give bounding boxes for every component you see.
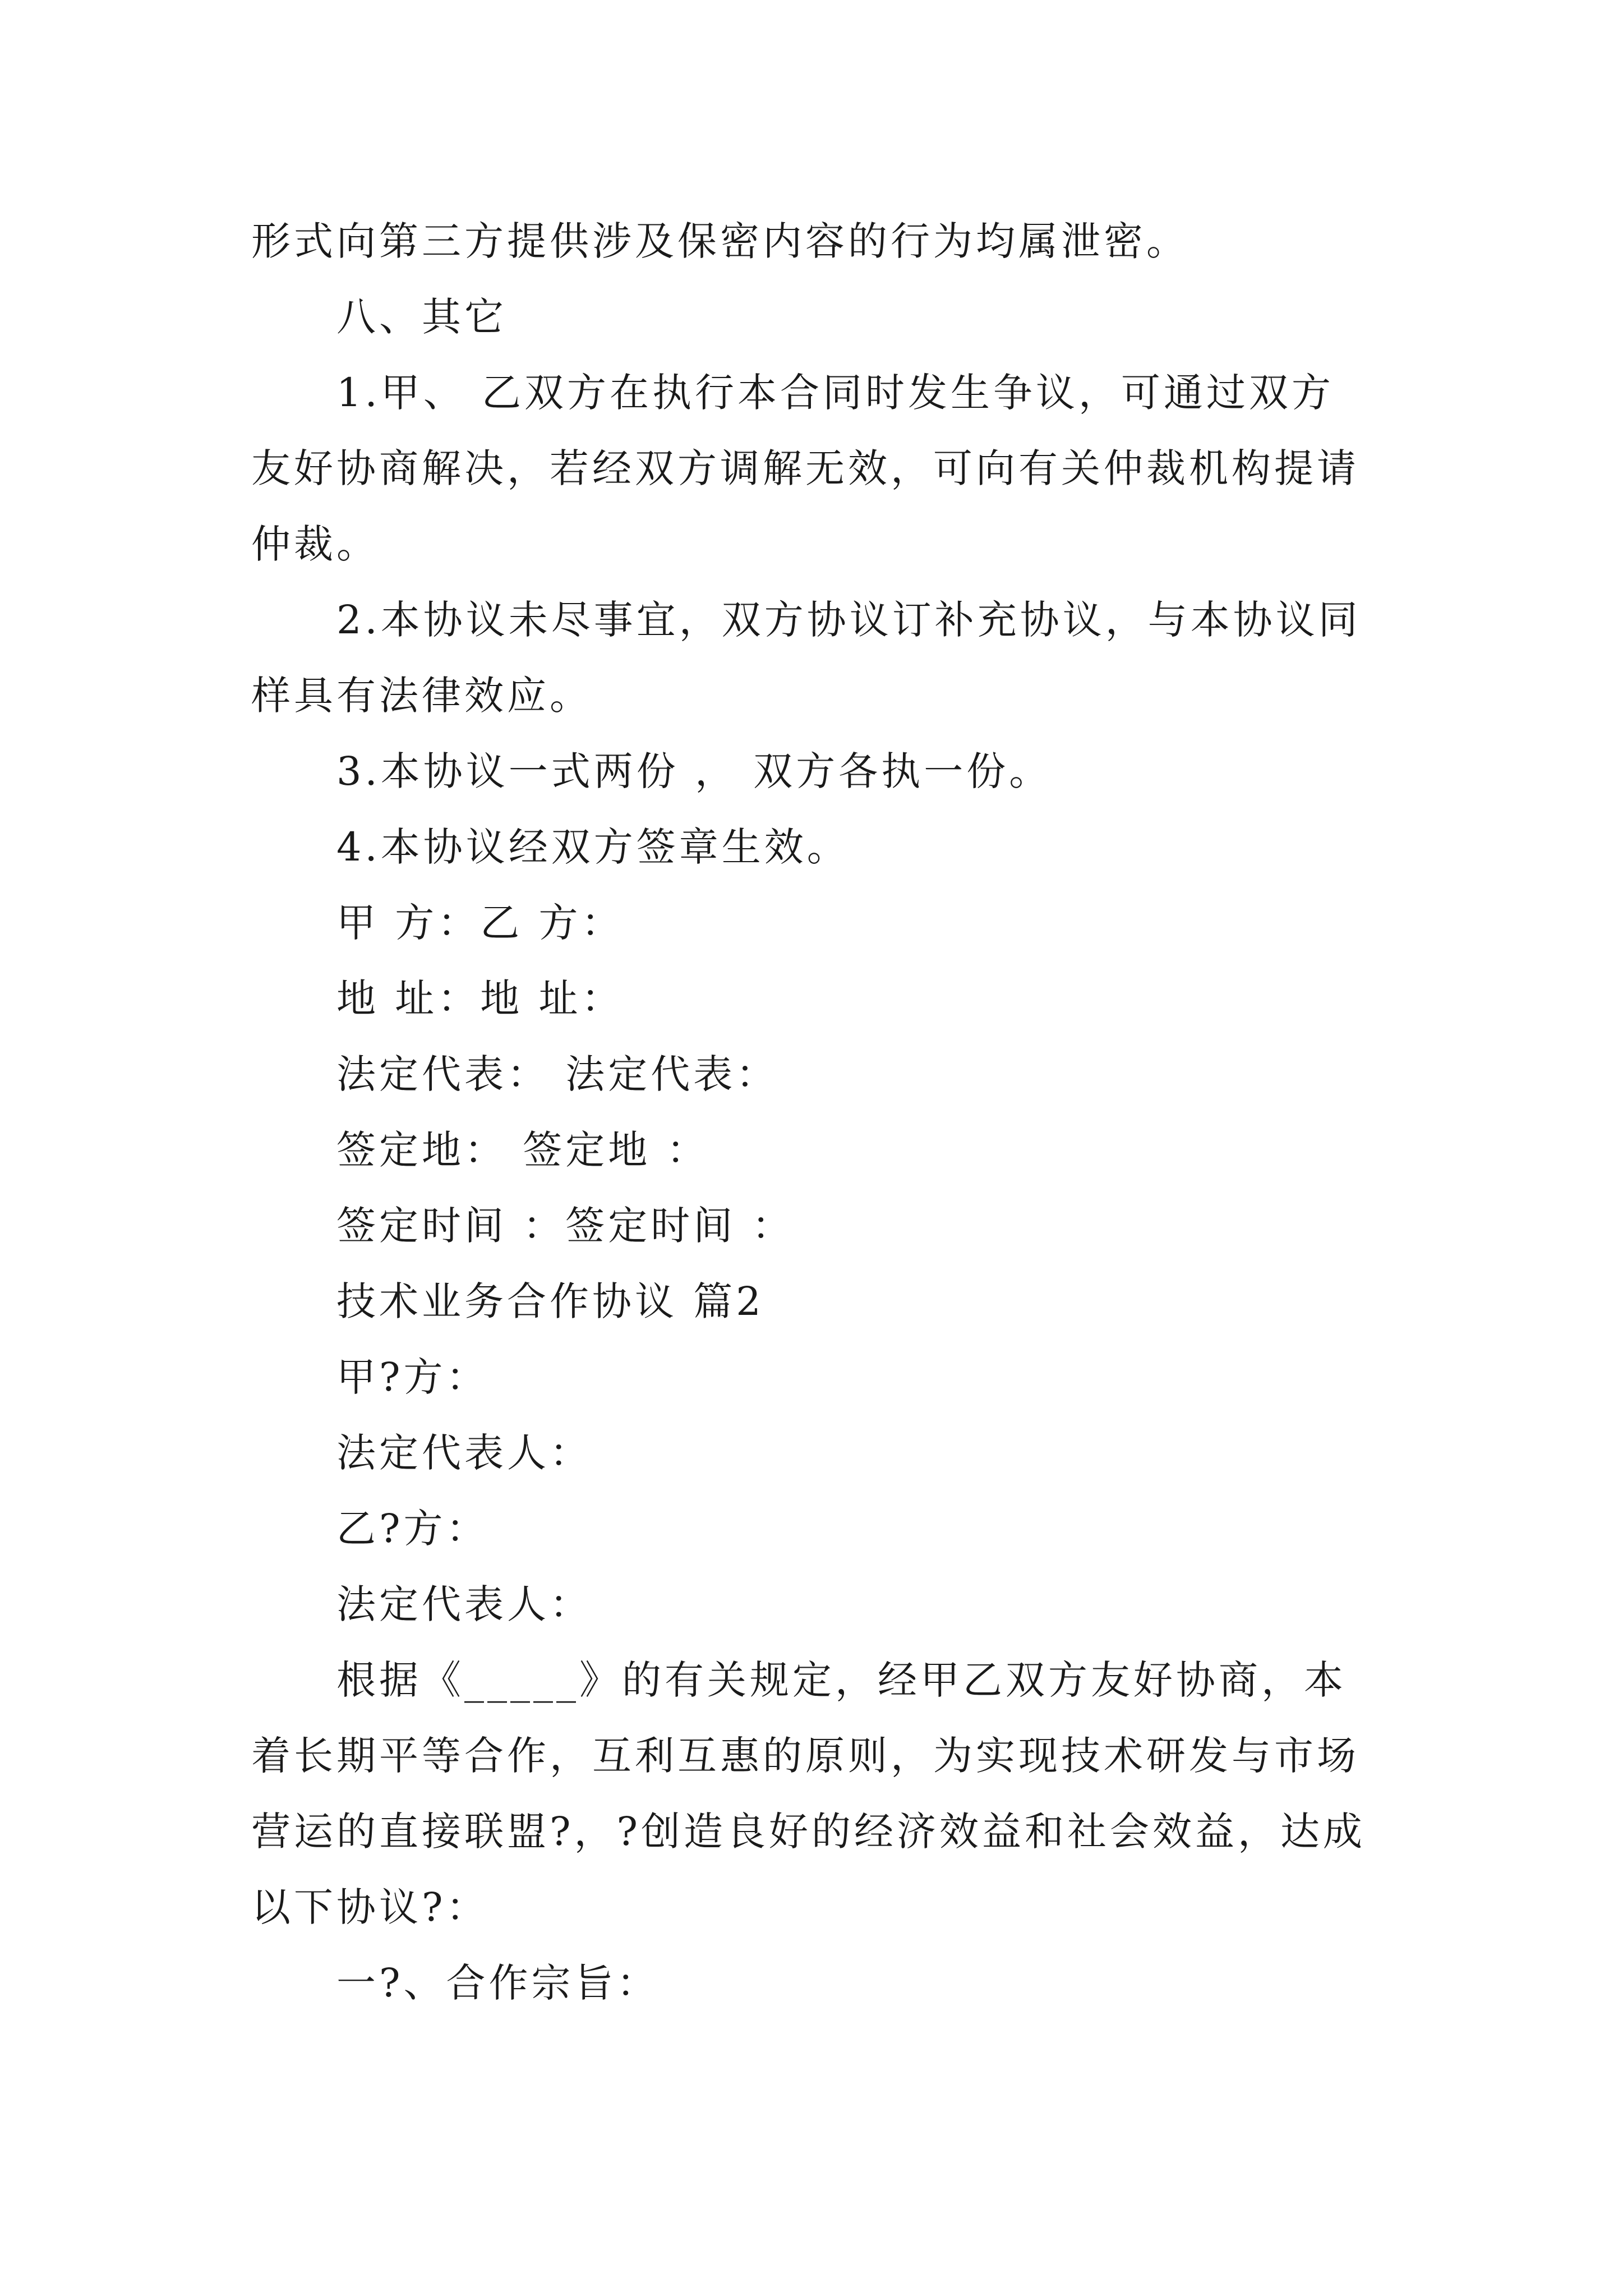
- party-b-label: 乙?方：: [336, 1506, 489, 1552]
- signature-field-party: 甲 方：乙 方：: [336, 900, 624, 946]
- document-subtitle: 技术业务合作协议 篇2: [336, 1278, 764, 1324]
- party-a-label: 甲?方：: [336, 1354, 489, 1400]
- section-heading: 一?、合作宗旨：: [336, 1960, 660, 2006]
- text-line: 营运的直接联盟?，?创造良好的经济效益和社会效益，达成: [251, 1809, 1366, 1855]
- text-line: 根据《_____》的有关规定，经甲乙双方友好协商，本: [336, 1657, 1347, 1703]
- text-line: 4.本协议经双方签章生效。: [336, 824, 850, 870]
- text-line: 1.甲、 乙双方在执行本合同时发生争议，可通过双方: [336, 370, 1335, 416]
- text-line: 形式向第三方提供涉及保密内容的行为均属泄密。: [251, 218, 1189, 264]
- signature-field-address: 地 址：地 址：: [336, 976, 624, 1022]
- text-line: 样具有法律效应。: [251, 673, 592, 719]
- text-line: 2.本协议未尽事宜，双方协议订补充协议，与本协议同: [336, 597, 1361, 643]
- signature-field-representative: 法定代表： 法定代表：: [336, 1051, 779, 1097]
- text-line: 3.本协议一式两份 ， 双方各执一份。: [336, 748, 1052, 794]
- section-heading: 八、其它: [336, 294, 507, 340]
- signature-field-date: 签定时间 ：签定时间 ：: [336, 1203, 795, 1249]
- party-b-representative-label: 法定代表人：: [336, 1581, 592, 1627]
- text-line: 友好协商解决，若经双方调解无效，可向有关仲裁机构提请: [251, 445, 1359, 491]
- text-line: 着长期平等合作，互利互惠的原则，为实现技术研发与市场: [251, 1733, 1359, 1779]
- party-a-representative-label: 法定代表人：: [336, 1430, 592, 1476]
- signature-field-place: 签定地： 签定地 ：: [336, 1127, 709, 1173]
- text-line: 以下协议?：: [251, 1884, 489, 1930]
- text-line: 仲裁。: [251, 521, 379, 567]
